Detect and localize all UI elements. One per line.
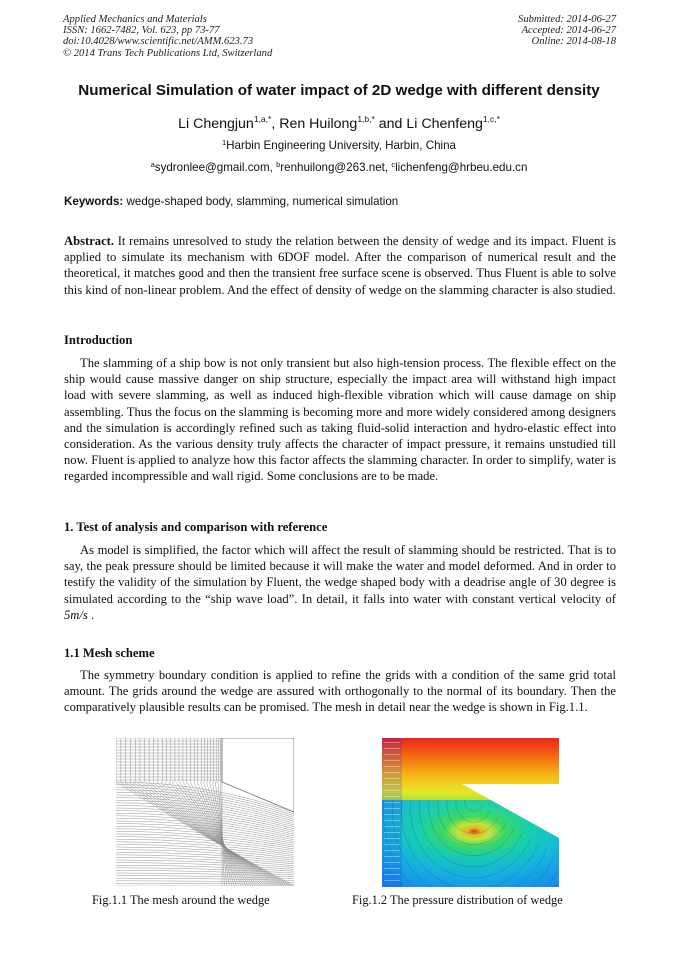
- journal-header-left: [63, 14, 272, 59]
- abstract-label: Abstract.: [64, 234, 115, 248]
- journal-name: Applied Mechanics and Materials: [63, 14, 207, 25]
- doi-line: doi:10.4028/www.scientific.net/AMM.623.73: [63, 36, 254, 48]
- introduction-text: The slamming of a ship bow is not only transient but also high-tension process. The flexible effect on the ship would cause massive danger on ship structure, especially the impact area will withstand high impact load with severe slamming, as well as induced high-flexible vibration which will cause damage on ship assembling. Thus the focus on the slamming is becoming more and more widely considered among designers and the simulation is accordingly refined such as taking fluid-solid interaction and hydro-elastic effect into consideration. As the various density truly affects the character of impact pressure, it remains unstudied till now. Fluent is applied to analyze how this factor affects the slamming character. In order to simplify, water is regarded incompressible and wall rigid. Some conclusions are to be made.: [64, 356, 616, 484]
- keywords-text: wedge-shaped body, slamming, numerical simulation: [123, 195, 399, 208]
- affiliation: [0, 138, 678, 152]
- velocity-value: 5m/s: [64, 607, 88, 622]
- author-name: Ren Huilong: [279, 116, 358, 132]
- author-affil-sup: 1,c,*: [482, 114, 500, 124]
- online-date: Online: 2014-08-18: [531, 36, 616, 48]
- pressure-figure: [382, 738, 559, 887]
- section-1-text: [64, 542, 616, 623]
- email-sup: c: [391, 160, 396, 169]
- email-link[interactable]: renhuilong@263.net: [280, 161, 385, 174]
- accepted-date: Accepted: 2014-06-27: [521, 25, 616, 37]
- affiliation-text: Harbin Engineering University, Harbin, China: [226, 139, 456, 152]
- section-1-end: .: [87, 607, 95, 622]
- author-affil-sup: 1,a,*: [253, 114, 272, 124]
- section-heading-introduction: Introduction: [64, 333, 133, 347]
- figure-caption-1-2: Fig.1.2 The pressure distribution of wedge: [352, 893, 563, 907]
- author-and: and: [374, 116, 407, 132]
- keywords: [64, 195, 616, 208]
- section-1-1-text: The symmetry boundary condition is applied to refine the grids with a condition of the same grid total amount. The grids around the wedge are assured with orthogonally to the normal of its boundary. Then the comparatively plausible results can be promised. The mesh in detail near the wedge is shown in Fig.1.1.: [64, 668, 616, 715]
- section-heading-1: 1. Test of analysis and comparison with reference: [64, 520, 328, 534]
- affiliation-sup: 1: [221, 138, 227, 147]
- paper-title: Numerical Simulation of water impact of 2D wedge with different density: [78, 82, 600, 99]
- journal-header-right: [518, 14, 616, 48]
- copyright-line: © 2014 Trans Tech Publications Ltd, Switzerland: [63, 47, 273, 59]
- author-affil-sup: 1,b,*: [357, 114, 375, 124]
- email-separator: ,: [269, 161, 277, 174]
- email-link[interactable]: sydronlee@gmail.com: [154, 161, 270, 174]
- keywords-label: Keywords:: [64, 195, 124, 208]
- abstract: [64, 233, 616, 298]
- email-list: [0, 160, 678, 174]
- author-name: Li Chengjun: [178, 116, 254, 132]
- author-list: [0, 114, 678, 132]
- mesh-figure: [116, 738, 294, 886]
- email-sup: b: [276, 160, 281, 169]
- figure-caption-1-1: Fig.1.1 The mesh around the wedge: [92, 893, 270, 907]
- section-heading-1-1: 1.1 Mesh scheme: [64, 646, 155, 660]
- issn-line: ISSN: 1662-7482, Vol. 623, pp 73-77: [63, 25, 220, 37]
- author-separator: ,: [271, 116, 280, 132]
- email-sup: a: [150, 160, 155, 169]
- section-1-body: As model is simplified, the factor which will affect the result of slamming should be restricted. That is to say, the peak pressure should be limited because it will make the water and model deformed. And in order to testify the validity of the simulation by Fluent, the wedge shaped body with a deadrise angle of 30 degree is simulated according to the “ship wave load”. In detail, it falls into water with constant vertical velocity of: [64, 543, 616, 606]
- author-name: Li Chenfeng: [406, 116, 483, 132]
- submitted-date: Submitted: 2014-06-27: [518, 14, 616, 25]
- abstract-text: It remains unresolved to study the relation between the density of wedge and its impact. Fluent is applied to simulate its mechanism with 6DOF model. After the comparison of numerical result and the theoretical, it matches good and then the transient free surface scene is observed. Thus Fluent is able to solve this kind of non-linear problem. And the effect of density of wedge on the slamming character is also studied.: [64, 234, 616, 297]
- email-link[interactable]: lichenfeng@hrbeu.edu.cn: [395, 161, 528, 174]
- email-separator: ,: [384, 161, 392, 174]
